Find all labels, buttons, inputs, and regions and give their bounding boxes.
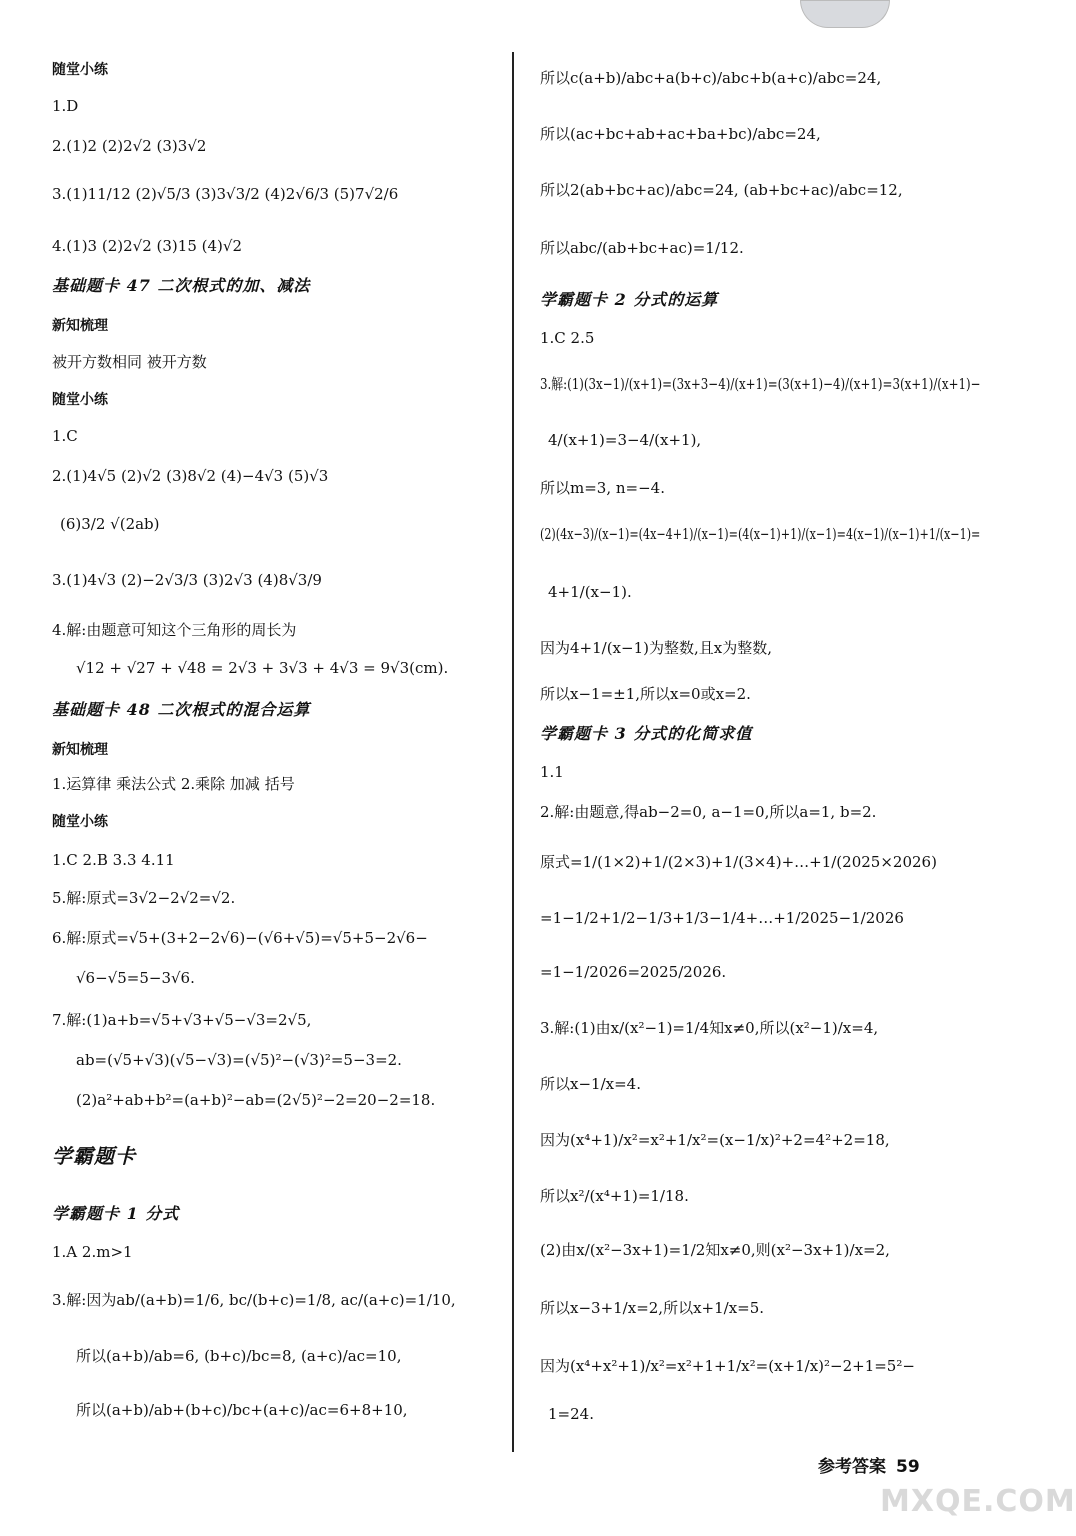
right-line: 因为4+1/(x−1)为整数,且x为整数,: [540, 639, 772, 657]
right-line: 因为(x⁴+1)/x²=x²+1/x²=(x−1/x)²+2=4²+2=18,: [540, 1131, 890, 1149]
left-line: 1.运算律 乘法公式 2.乘除 加减 括号: [52, 775, 295, 793]
right-line: 3.解:(1)由x/(x²−1)=1/4知x≠0,所以(x²−1)/x=4,: [540, 1019, 879, 1037]
page-number: 59: [896, 1457, 920, 1477]
right-line: 学霸题卡 2 分式的运算: [540, 290, 719, 309]
left-line: 1.A 2.m>1: [52, 1243, 133, 1261]
left-line: 随堂小练: [52, 814, 108, 830]
right-line: =1−1/2026=2025/2026.: [540, 963, 727, 981]
left-line: 1.C: [52, 427, 78, 445]
left-line: (6)3/2 √(2ab): [60, 515, 160, 533]
right-line: 所以m=3, n=−4.: [540, 479, 665, 497]
left-line: 2.(1)4√5 (2)√2 (3)8√2 (4)−4√3 (5)√3: [52, 467, 329, 485]
right-line: 因为(x⁴+x²+1)/x²=x²+1+1/x²=(x+1/x)²−2+1=5²−: [540, 1357, 915, 1375]
left-line: 3.(1)4√3 (2)−2√3/3 (3)2√3 (4)8√3/9: [52, 571, 322, 589]
footer-label: 参考答案: [818, 1457, 886, 1477]
left-line: 新知梳理: [52, 742, 108, 758]
left-line: 所以(a+b)/ab+(b+c)/bc+(a+c)/ac=6+8+10,: [76, 1401, 408, 1419]
left-line: ab=(√5+√3)(√5−√3)=(√5)²−(√3)²=5−3=2.: [76, 1051, 402, 1069]
right-line: 所以x²/(x⁴+1)=1/18.: [540, 1187, 689, 1205]
right-line: 1.1: [540, 763, 564, 781]
left-line: 新知梳理: [52, 318, 108, 334]
right-line: 4+1/(x−1).: [548, 583, 632, 601]
left-line: √12 + √27 + √48 = 2√3 + 3√3 + 4√3 = 9√3(cm).: [76, 659, 449, 677]
right-line: 1=24.: [548, 1405, 594, 1423]
right-line: 所以x−1/x=4.: [540, 1075, 641, 1093]
decorative-tab: [800, 0, 890, 28]
left-line: 所以(a+b)/ab=6, (b+c)/bc=8, (a+c)/ac=10,: [76, 1347, 402, 1365]
column-divider: [512, 52, 514, 1452]
right-line: 所以abc/(ab+bc+ac)=1/12.: [540, 239, 744, 257]
right-line: 所以x−1=±1,所以x=0或x=2.: [540, 685, 751, 703]
left-line: 2.(1)2 (2)2√2 (3)3√2: [52, 137, 207, 155]
right-line: 2.解:由题意,得ab−2=0, a−1=0,所以a=1, b=2.: [540, 803, 877, 821]
left-line: 基础题卡 47 二次根式的加、减法: [52, 276, 311, 295]
left-line: 4.(1)3 (2)2√2 (3)15 (4)√2: [52, 237, 242, 255]
right-line: (2)(4x−3)/(x−1)=(4x−4+1)/(x−1)=(4(x−1)+1)/(x−1)=4(x−1)/(x−1)+1/(x−1)=: [540, 525, 981, 543]
right-line: 3.解:(1)(3x−1)/(x+1)=(3x+3−4)/(x+1)=(3(x+1)−4)/(x+1)=3(x+1)/(x+1)−: [540, 375, 981, 393]
left-line: 被开方数相同 被开方数: [52, 353, 207, 371]
left-line: 4.解:由题意可知这个三角形的周长为: [52, 621, 297, 639]
left-line: 5.解:原式=3√2−2√2=√2.: [52, 889, 236, 907]
right-line: (2)由x/(x²−3x+1)=1/2知x≠0,则(x²−3x+1)/x=2,: [540, 1241, 890, 1259]
right-line: 4/(x+1)=3−4/(x+1),: [548, 431, 702, 449]
right-line: 1.C 2.5: [540, 329, 595, 347]
right-line: 所以c(a+b)/abc+a(b+c)/abc+b(a+c)/abc=24,: [540, 69, 882, 87]
page-footer: [818, 1452, 920, 1477]
left-line: (2)a²+ab+b²=(a+b)²−ab=(2√5)²−2=20−2=18.: [76, 1091, 436, 1109]
left-line: 随堂小练: [52, 392, 108, 408]
left-line: √6−√5=5−3√6.: [76, 969, 195, 987]
right-line: 所以(ac+bc+ab+ac+ba+bc)/abc=24,: [540, 125, 821, 143]
left-line: 学霸题卡: [52, 1144, 136, 1168]
left-line: 7.解:(1)a+b=√5+√3+√5−√3=2√5,: [52, 1011, 312, 1029]
left-line: 1.C 2.B 3.3 4.11: [52, 851, 175, 869]
left-line: 随堂小练: [52, 62, 108, 78]
right-line: 原式=1/(1×2)+1/(2×3)+1/(3×4)+…+1/(2025×2026): [540, 853, 937, 871]
left-line: 基础题卡 48 二次根式的混合运算: [52, 700, 311, 719]
left-line: 3.解:因为ab/(a+b)=1/6, bc/(b+c)=1/8, ac/(a+c)=1/10,: [52, 1291, 456, 1309]
watermark-logo: MXQE.COM: [880, 1484, 1076, 1519]
left-line: 3.(1)11/12 (2)√5/3 (3)3√3/2 (4)2√6/3 (5)7√2/6: [52, 185, 399, 203]
left-line: 6.解:原式=√5+(3+2−2√6)−(√6+√5)=√5+5−2√6−: [52, 929, 428, 947]
left-line: 1.D: [52, 97, 79, 115]
right-line: 学霸题卡 3 分式的化简求值: [540, 724, 753, 743]
left-line: 学霸题卡 1 分式: [52, 1204, 180, 1223]
right-line: =1−1/2+1/2−1/3+1/3−1/4+…+1/2025−1/2026: [540, 909, 904, 927]
right-line: 所以2(ab+bc+ac)/abc=24, (ab+bc+ac)/abc=12,: [540, 181, 903, 199]
right-line: 所以x−3+1/x=2,所以x+1/x=5.: [540, 1299, 765, 1317]
